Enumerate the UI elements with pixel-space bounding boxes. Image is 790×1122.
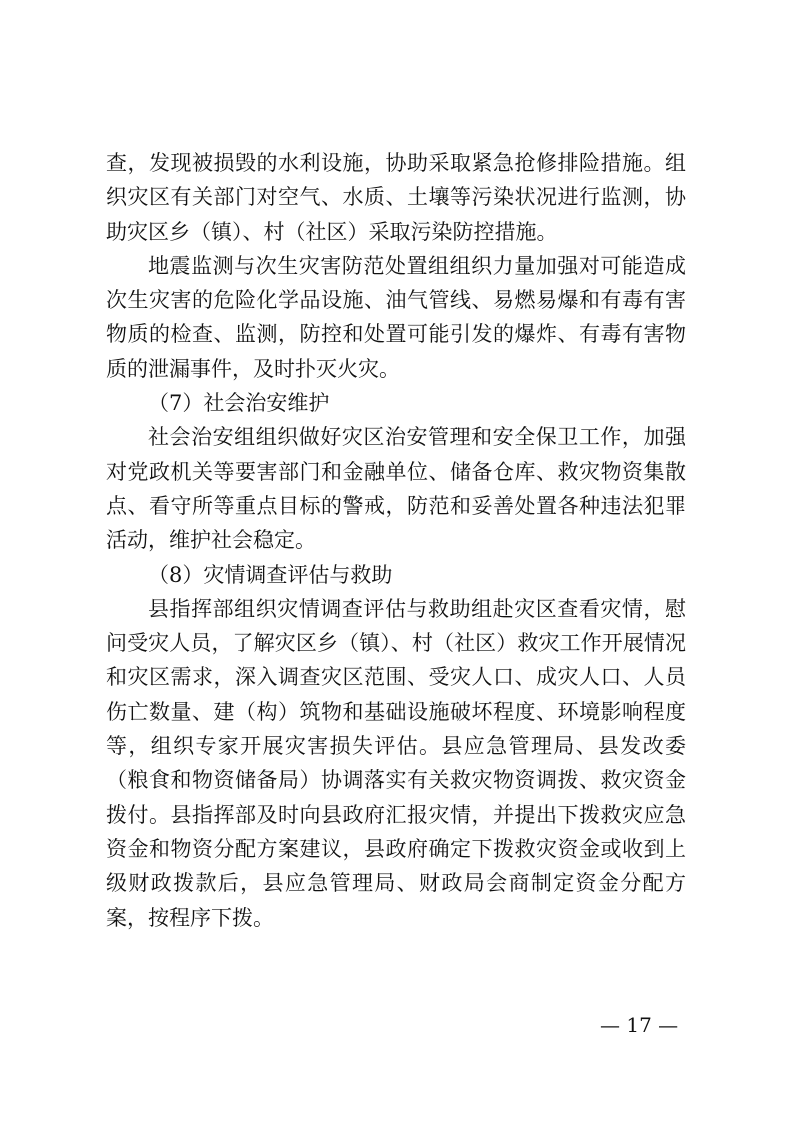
section-heading-7: （7）社会治安维护 <box>148 391 330 416</box>
paragraph-continuation: 查，发现被损毁的水利设施，协助采取紧急抢修排险措施。组织灾区有关部门对空气、水质、土壤等污染状况进行监测，协助灾区乡（镇）、村（社区）采取污染防控措施。 <box>106 151 686 244</box>
paragraph-public-security: 社会治安组组织做好灾区治安管理和安全保卫工作，加强对党政机关等要害部门和金融单位、储备仓库、救灾物资集散点、看守所等重点目标的警戒，防范和妥善处置各种违法犯罪活动，维护社会稳定。 <box>106 425 686 553</box>
paragraph-secondary-disaster: 地震监测与次生灾害防范处置组组织力量加强对可能造成次生灾害的危险化学品设施、油气管线、易燃易爆和有毒有害物质的检查、监测，防控和处置可能引发的爆炸、有毒有害物质的泄漏事件，及时扑灭火灾。 <box>106 253 686 381</box>
paragraph-disaster-assessment: 县指挥部组织灾情调查评估与救助组赴灾区查看灾情，慰问受灾人员，了解灾区乡（镇）、村（社区）救灾工作开展情况和灾区需求，深入调查灾区范围、受灾人口、成灾人口、人员伤亡数量、建（构）筑物和基础设施破坏程度、环境影响程度等，组织专家开展灾害损失评估。县应急管理局、县发改委（粮食和物资储备局）协调落实有关救灾物资调拨、救灾资金拨付。县指挥部及时向县政府汇报灾情，并提出下拨救灾应急资金和物资分配方案建议，县政府确定下拨救灾资金或收到上级财政拨款后，县应急管理局、财政局会商制定资金分配方案，按程序下拨。 <box>106 596 686 930</box>
page-number: — 17 — <box>600 1013 679 1037</box>
document-body <box>106 146 686 935</box>
section-heading-8: （8）灾情调查评估与救助 <box>148 562 393 587</box>
